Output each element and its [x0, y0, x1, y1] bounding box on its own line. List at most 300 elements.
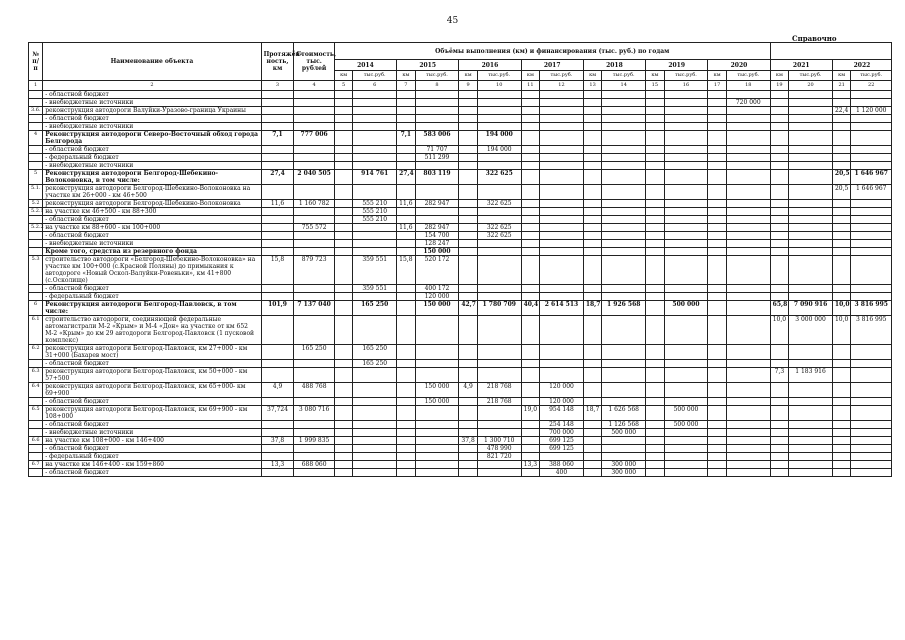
value-cell — [646, 383, 665, 398]
year-2014: 2014 — [334, 60, 396, 71]
value-cell — [353, 99, 397, 107]
value-cell — [851, 208, 892, 216]
value-cell — [540, 200, 584, 208]
value-cell — [832, 469, 851, 477]
value-cell: 777 006 — [294, 131, 334, 146]
value-cell — [602, 115, 646, 123]
value-cell — [664, 154, 708, 162]
value-cell: 3 816 995 — [851, 301, 892, 316]
value-cell — [477, 256, 521, 285]
value-cell — [646, 154, 665, 162]
value-cell — [851, 453, 892, 461]
value-cell — [708, 293, 727, 301]
value-cell — [726, 115, 770, 123]
value-cell — [415, 185, 459, 200]
table-row — [29, 398, 892, 406]
object-name: - внебюджетные источники — [43, 162, 261, 170]
value-cell — [397, 162, 416, 170]
value-cell — [334, 368, 353, 383]
value-cell — [708, 99, 727, 107]
value-cell — [583, 437, 602, 445]
value-cell — [261, 398, 294, 406]
value-cell — [583, 398, 602, 406]
value-cell — [583, 469, 602, 477]
year-2016: 2016 — [459, 60, 521, 71]
value-cell — [459, 360, 478, 368]
value-cell — [583, 107, 602, 115]
value-cell: 71 707 — [415, 146, 459, 154]
value-cell: 1 780 709 — [477, 301, 521, 316]
value-cell — [540, 99, 584, 107]
value-cell — [708, 162, 727, 170]
year-2015: 2015 — [397, 60, 459, 71]
object-name: Реконструкция автодороги Северо-Восточный обход города Белгорода — [43, 131, 261, 146]
value-cell — [294, 293, 334, 301]
value-cell — [353, 162, 397, 170]
value-cell — [646, 293, 665, 301]
value-cell — [646, 208, 665, 216]
header-name: Наименование объекта — [43, 43, 261, 81]
value-cell — [770, 445, 789, 453]
value-cell — [832, 293, 851, 301]
value-cell: 388 060 — [540, 461, 584, 469]
value-cell: 150 000 — [415, 248, 459, 256]
value-cell — [459, 445, 478, 453]
unit-km: км — [708, 71, 727, 81]
value-cell — [261, 429, 294, 437]
value-cell — [770, 99, 789, 107]
table-row — [29, 383, 892, 398]
value-cell — [602, 285, 646, 293]
value-cell — [602, 437, 646, 445]
value-cell: 322 625 — [477, 224, 521, 232]
unit-km: км — [521, 71, 540, 81]
object-name: - федеральный бюджет — [43, 293, 261, 301]
value-cell — [602, 256, 646, 285]
header-length: Протяжён-ность, км — [261, 43, 294, 81]
value-cell — [459, 162, 478, 170]
value-cell — [851, 131, 892, 146]
value-cell — [397, 345, 416, 360]
row-number — [29, 293, 43, 301]
value-cell — [261, 285, 294, 293]
value-cell — [521, 469, 540, 477]
value-cell — [664, 368, 708, 383]
value-cell — [832, 115, 851, 123]
value-cell — [415, 437, 459, 445]
value-cell — [851, 224, 892, 232]
unit-rub: тыс.руб. — [353, 71, 397, 81]
table-row — [29, 170, 892, 185]
value-cell: 1 926 568 — [602, 301, 646, 316]
value-cell — [540, 453, 584, 461]
value-cell: 300 000 — [602, 469, 646, 477]
value-cell — [789, 406, 833, 421]
row-number: 5.3 — [29, 256, 43, 285]
value-cell — [477, 285, 521, 293]
value-cell — [851, 162, 892, 170]
header-volumes: Объёмы выполнения (км) и финансирования (тыс. руб.) по годам — [334, 43, 770, 60]
unit-rub: тыс.руб. — [540, 71, 584, 81]
header-cost: Стоимость, тыс. рублей — [294, 43, 334, 81]
value-cell — [708, 91, 727, 99]
table-row — [29, 429, 892, 437]
value-cell — [397, 216, 416, 224]
value-cell — [602, 368, 646, 383]
value-cell — [294, 316, 334, 345]
value-cell — [294, 99, 334, 107]
value-cell — [708, 200, 727, 208]
value-cell: 37,724 — [261, 406, 294, 421]
value-cell: 7,3 — [770, 368, 789, 383]
column-number: 6 — [353, 81, 397, 91]
row-number — [29, 154, 43, 162]
value-cell — [602, 185, 646, 200]
value-cell: 511 299 — [415, 154, 459, 162]
column-number: 18 — [726, 81, 770, 91]
value-cell — [261, 154, 294, 162]
value-cell — [708, 469, 727, 477]
value-cell — [583, 316, 602, 345]
value-cell — [294, 208, 334, 216]
value-cell: 128 247 — [415, 240, 459, 248]
value-cell — [294, 368, 334, 383]
value-cell — [789, 162, 833, 170]
value-cell — [334, 154, 353, 162]
value-cell — [261, 146, 294, 154]
value-cell — [397, 406, 416, 421]
value-cell — [583, 146, 602, 154]
value-cell: 11,6 — [261, 200, 294, 208]
value-cell — [397, 107, 416, 115]
table-row — [29, 131, 892, 146]
value-cell — [708, 256, 727, 285]
value-cell — [664, 162, 708, 170]
value-cell — [334, 445, 353, 453]
row-number: 3.6. — [29, 107, 43, 115]
column-number: 11 — [521, 81, 540, 91]
value-cell — [770, 123, 789, 131]
value-cell — [726, 162, 770, 170]
object-name: - федеральный бюджет — [43, 453, 261, 461]
value-cell — [708, 224, 727, 232]
value-cell — [334, 91, 353, 99]
value-cell — [294, 421, 334, 429]
value-cell — [334, 316, 353, 345]
row-number — [29, 248, 43, 256]
value-cell — [294, 398, 334, 406]
value-cell — [397, 146, 416, 154]
value-cell: 755 572 — [294, 224, 334, 232]
value-cell — [726, 91, 770, 99]
table-row — [29, 200, 892, 208]
value-cell — [770, 453, 789, 461]
value-cell — [832, 398, 851, 406]
value-cell — [726, 285, 770, 293]
column-number: 19 — [770, 81, 789, 91]
value-cell — [334, 469, 353, 477]
value-cell — [602, 162, 646, 170]
value-cell — [832, 421, 851, 429]
value-cell — [459, 170, 478, 185]
column-number: 12 — [540, 81, 584, 91]
value-cell — [540, 185, 584, 200]
value-cell — [477, 240, 521, 248]
column-number: 2 — [43, 81, 261, 91]
object-name: Реконструкция автодороги Белгород-Павловск, в том числе: — [43, 301, 261, 316]
value-cell: 120 000 — [415, 293, 459, 301]
value-cell: 150 000 — [415, 398, 459, 406]
value-cell — [334, 256, 353, 285]
value-cell — [261, 216, 294, 224]
value-cell — [789, 208, 833, 216]
value-cell — [261, 162, 294, 170]
value-cell — [851, 91, 892, 99]
object-name: на участке км 46+500 - км 88+300 — [43, 208, 261, 216]
value-cell — [832, 453, 851, 461]
value-cell — [459, 99, 478, 107]
unit-rub: тыс.руб. — [851, 71, 892, 81]
object-name: - областной бюджет — [43, 91, 261, 99]
value-cell — [851, 256, 892, 285]
value-cell — [583, 429, 602, 437]
value-cell — [664, 383, 708, 398]
value-cell — [770, 429, 789, 437]
value-cell — [789, 146, 833, 154]
row-number — [29, 285, 43, 293]
value-cell — [459, 293, 478, 301]
value-cell — [851, 461, 892, 469]
value-cell — [397, 248, 416, 256]
value-cell — [664, 469, 708, 477]
row-number — [29, 123, 43, 131]
value-cell — [459, 285, 478, 293]
value-cell — [334, 437, 353, 445]
value-cell — [646, 146, 665, 154]
value-cell — [583, 285, 602, 293]
value-cell — [261, 360, 294, 368]
value-cell — [583, 91, 602, 99]
value-cell — [602, 232, 646, 240]
value-cell — [726, 232, 770, 240]
value-cell — [540, 154, 584, 162]
value-cell: 13,3 — [521, 461, 540, 469]
value-cell — [708, 429, 727, 437]
value-cell — [521, 216, 540, 224]
value-cell — [459, 232, 478, 240]
value-cell — [664, 345, 708, 360]
value-cell — [664, 91, 708, 99]
value-cell — [540, 293, 584, 301]
value-cell — [334, 240, 353, 248]
value-cell — [708, 406, 727, 421]
value-cell — [851, 146, 892, 154]
value-cell — [726, 421, 770, 429]
value-cell — [521, 146, 540, 154]
value-cell — [540, 360, 584, 368]
column-number: 17 — [708, 81, 727, 91]
value-cell — [708, 232, 727, 240]
value-cell — [770, 146, 789, 154]
page-number: 45 — [446, 16, 459, 26]
unit-rub: тыс.руб. — [477, 71, 521, 81]
value-cell — [789, 398, 833, 406]
value-cell — [770, 170, 789, 185]
value-cell — [397, 461, 416, 469]
value-cell — [726, 146, 770, 154]
row-number — [29, 469, 43, 477]
value-cell — [261, 316, 294, 345]
value-cell: 3 816 995 — [851, 316, 892, 345]
value-cell — [540, 162, 584, 170]
value-cell — [583, 445, 602, 453]
value-cell — [770, 107, 789, 115]
value-cell — [521, 224, 540, 232]
value-cell: 165 250 — [353, 360, 397, 368]
value-cell — [583, 368, 602, 383]
value-cell — [789, 248, 833, 256]
value-cell — [602, 208, 646, 216]
value-cell — [294, 248, 334, 256]
value-cell: 583 006 — [415, 131, 459, 146]
value-cell — [415, 345, 459, 360]
value-cell — [726, 216, 770, 224]
value-cell — [602, 170, 646, 185]
value-cell — [770, 256, 789, 285]
value-cell — [334, 170, 353, 185]
value-cell: 3 000 000 — [789, 316, 833, 345]
value-cell — [477, 216, 521, 224]
value-cell: 40,4 — [521, 301, 540, 316]
value-cell — [770, 360, 789, 368]
value-cell — [832, 445, 851, 453]
value-cell — [261, 421, 294, 429]
value-cell — [294, 240, 334, 248]
value-cell: 18,7 — [583, 301, 602, 316]
value-cell — [646, 316, 665, 345]
value-cell: 1 183 916 — [789, 368, 833, 383]
value-cell — [832, 216, 851, 224]
value-cell: 4,9 — [261, 383, 294, 398]
value-cell — [459, 316, 478, 345]
value-cell: 1 300 710 — [477, 437, 521, 445]
row-number — [29, 453, 43, 461]
value-cell — [261, 208, 294, 216]
object-name: - внебюджетные источники — [43, 240, 261, 248]
value-cell — [851, 248, 892, 256]
object-name: - областной бюджет — [43, 146, 261, 154]
value-cell — [540, 316, 584, 345]
value-cell — [334, 99, 353, 107]
value-cell — [770, 293, 789, 301]
value-cell — [664, 232, 708, 240]
row-number — [29, 115, 43, 123]
value-cell — [334, 224, 353, 232]
value-cell: 20,5 — [832, 185, 851, 200]
value-cell — [708, 154, 727, 162]
value-cell: 10,0 — [832, 301, 851, 316]
value-cell — [521, 445, 540, 453]
value-cell — [583, 170, 602, 185]
value-cell — [521, 107, 540, 115]
value-cell: 500 000 — [664, 301, 708, 316]
value-cell — [294, 91, 334, 99]
value-cell: 11,6 — [397, 200, 416, 208]
value-cell: 914 761 — [353, 170, 397, 185]
table-row — [29, 107, 892, 115]
value-cell — [334, 248, 353, 256]
object-name: Реконструкция автодороги Белгород-Шебекино-Волоконовка, в том числе: — [43, 170, 261, 185]
value-cell — [664, 107, 708, 115]
value-cell — [397, 240, 416, 248]
year-2020: 2020 — [708, 60, 770, 71]
value-cell: 37,8 — [261, 437, 294, 445]
value-cell — [832, 91, 851, 99]
value-cell — [459, 429, 478, 437]
value-cell — [261, 248, 294, 256]
value-cell — [664, 123, 708, 131]
row-number: 5.2.2 — [29, 224, 43, 232]
financing-table — [28, 42, 892, 477]
value-cell: 555 210 — [353, 208, 397, 216]
object-name: реконструкция автодороги Валуйки-Уразово-граница Украины — [43, 107, 261, 115]
value-cell — [851, 115, 892, 123]
value-cell — [459, 240, 478, 248]
value-cell: 1 120 000 — [851, 107, 892, 115]
value-cell — [459, 123, 478, 131]
value-cell — [664, 293, 708, 301]
value-cell: 19,0 — [521, 406, 540, 421]
table-row — [29, 285, 892, 293]
value-cell — [459, 200, 478, 208]
value-cell — [646, 107, 665, 115]
value-cell: 65,8 — [770, 301, 789, 316]
column-number: 21 — [832, 81, 851, 91]
value-cell — [261, 115, 294, 123]
value-cell — [646, 437, 665, 445]
value-cell — [261, 240, 294, 248]
value-cell — [851, 154, 892, 162]
value-cell: 11,6 — [397, 224, 416, 232]
value-cell — [540, 170, 584, 185]
value-cell: 359 551 — [353, 256, 397, 285]
table-row — [29, 368, 892, 383]
value-cell — [851, 445, 892, 453]
value-cell — [664, 208, 708, 216]
value-cell — [334, 345, 353, 360]
value-cell — [353, 154, 397, 162]
value-cell: 218 768 — [477, 383, 521, 398]
value-cell — [602, 200, 646, 208]
value-cell: 13,3 — [261, 461, 294, 469]
value-cell — [851, 429, 892, 437]
value-cell — [459, 345, 478, 360]
value-cell — [353, 383, 397, 398]
value-cell — [789, 216, 833, 224]
object-name: реконструкция автодороги Белгород-Павловск, км 50+000 - км 57+500 — [43, 368, 261, 383]
object-name: на участке км 146+400 - км 159+860 — [43, 461, 261, 469]
table-row — [29, 123, 892, 131]
table-row — [29, 208, 892, 216]
value-cell — [353, 421, 397, 429]
value-cell: 165 250 — [353, 301, 397, 316]
value-cell — [540, 107, 584, 115]
value-cell — [353, 91, 397, 99]
value-cell — [397, 316, 416, 345]
value-cell — [708, 445, 727, 453]
value-cell — [726, 445, 770, 453]
value-cell — [832, 360, 851, 368]
